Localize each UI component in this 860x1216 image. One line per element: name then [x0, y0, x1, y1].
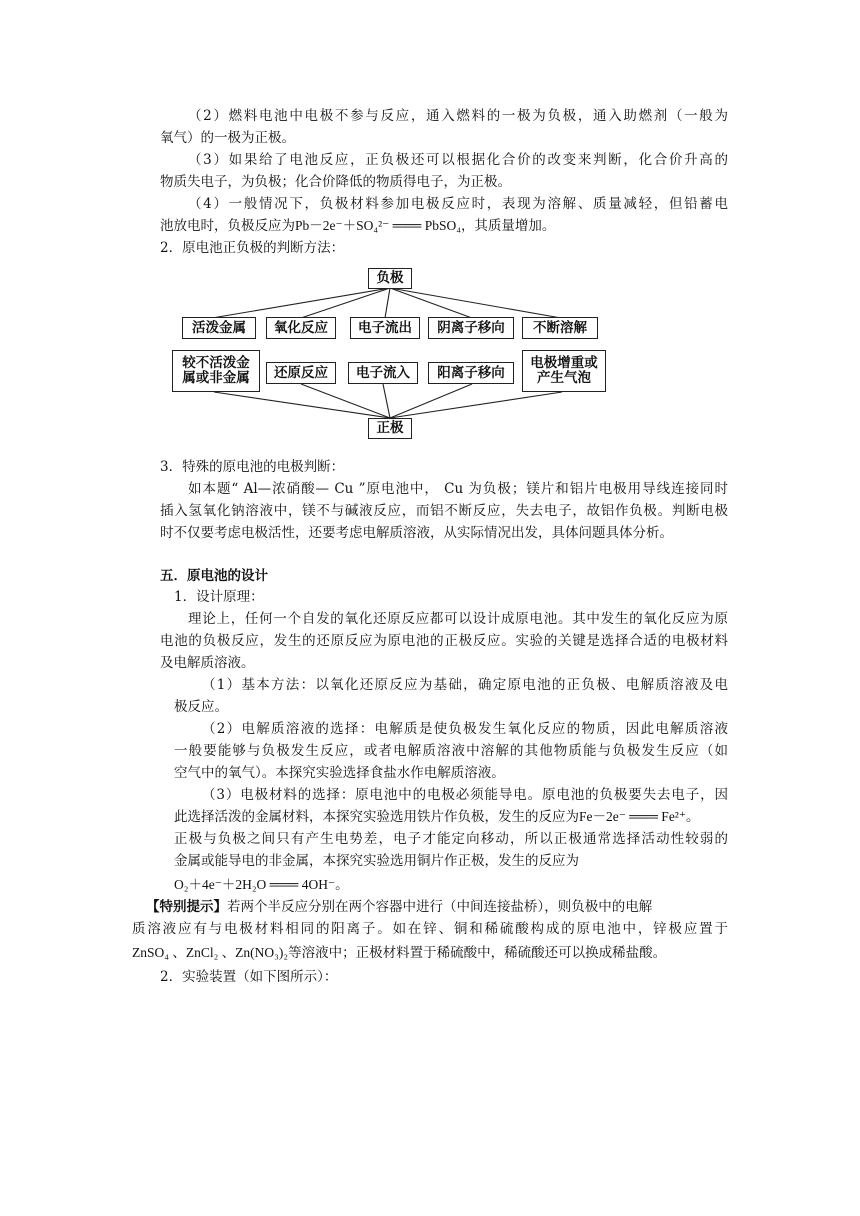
node-less-active-metal: 较不活泼金属或非金属	[172, 350, 260, 392]
s5-item3-line2-suffix: 。	[686, 809, 700, 825]
s5-heading-experiment-setup: 2．实验装置（如下图所示）：	[160, 969, 338, 985]
s4-para4-line2	[160, 217, 555, 235]
s4-para3-line1: （3）如果给了电池反应，正负极还可以根据化合价的改变来判断，化合价升高的	[188, 152, 728, 168]
s5-para1-line3: 及电解质溶液。	[160, 655, 255, 671]
para3-line1: 如本题“ Al—浓硝酸— Cu ”原电池中， Cu 为负极；镁片和铝片电极用导线连接同时	[188, 481, 728, 497]
s5-item3-line3: 正极与负极之间只有产生电势差，电子才能定向移动，所以正极通常选择活动性较弱的	[174, 831, 728, 847]
s5-item2-line1: （2）电解质溶液的选择：电解质是使负极发生氧化反应的物质，因此电解质溶液	[202, 721, 728, 737]
s4-para4-line2-prefix: 池放电时，负极反应为	[160, 218, 295, 234]
s4-para2-line2: 氧气）的一极为正极。	[160, 130, 295, 146]
s5-item3-line1: （3）电极材料的选择：原电池中的电极必须能导电。原电池的负极要失去电子，因	[202, 787, 728, 803]
s5-item1-line2: 极反应。	[174, 699, 228, 715]
tip-line1	[146, 898, 728, 916]
node-negative-electrode: 负极	[368, 268, 412, 289]
s5-item3-line5-suffix: 。	[335, 877, 349, 893]
para3-line3: 时不仅要考虑电极活性，还要考虑电解质溶液，从实际情况出发，具体问题具体分析。	[160, 525, 673, 541]
s4-para3-line2: 物质失电子，为负极；化合价降低的物质得电子，为正极。	[160, 174, 511, 190]
node-reduction-reaction: 还原反应	[266, 362, 336, 384]
s4-para4-line1: （4）一般情况下，负极材料参加电极反应时，表现为溶解、质量减轻，但铅蓄电	[188, 196, 728, 212]
tip-label: 【特别提示】	[146, 899, 227, 915]
node-anions-move: 阴离子移向	[428, 317, 514, 339]
tip-line3	[132, 944, 666, 962]
s4-para2-line1: （2）燃料电池中电极不参与反应，通入燃料的一极为负极，通入助燃剂（一般为	[188, 108, 728, 124]
oxygen-reduction-equation: O₂＋4e⁻＋2H₂O ═══ 4OH⁻	[174, 877, 336, 892]
node-electrons-out: 电子流出	[350, 317, 420, 339]
s5-para1-line2: 电池的负极反应，发生的还原反应为原电池的正极反应。实验的关键是选择合适的电极材料	[160, 633, 728, 649]
para3-line2: 插入氢氧化钠溶液中，镁不与碱液反应，而铝不断反应，失去电子，故铝作负极。判断电极	[160, 503, 728, 519]
lead-discharge-equation: Pb－2e⁻＋SO₄²⁻ ═══ PbSO₄	[295, 218, 461, 233]
s5-heading-design-principle: 1．设计原理：	[174, 589, 264, 605]
s5-item3-line5	[174, 876, 349, 894]
tip-line2: 质溶液应有与电极材料相同的阳离子。如在锌、铜和稀硫酸构成的原电池中，锌极应置于	[132, 921, 728, 937]
heading-special-cells: 3．特殊的原电池的电极判断：	[160, 459, 345, 475]
node-oxidation-reaction: 氧化反应	[266, 317, 336, 339]
s5-item2-line3: 空气中的氧气）。本探究实验选择食盐水作电解质溶液。	[174, 765, 505, 781]
section5-title: 五．原电池的设计	[160, 568, 268, 584]
node-cations-move: 阳离子移向	[428, 362, 514, 384]
tip-line1-rest: 若两个半反应分别在两个容器中进行（中间连接盐桥），则负极中的电解	[227, 899, 653, 915]
s4-para4-line2-suffix: ，其质量增加。	[460, 218, 556, 234]
zinc-salts-formulas: ZnSO₄ 、ZnCl₂ 、Zn(NO₃)₂	[132, 945, 289, 960]
node-keeps-dissolving: 不断溶解	[522, 317, 598, 339]
s5-item3-line2	[174, 808, 700, 826]
s5-para1-line1: 理论上，任何一个自发的氧化还原反应都可以设计成原电池。其中发生的氧化反应为原	[188, 611, 728, 627]
node-weight-gain-or-gas: 电极增重或产生气泡	[522, 350, 606, 392]
iron-oxidation-equation: Fe－2e⁻ ═══ Fe²⁺	[579, 809, 686, 824]
s5-item1-line1: （1）基本方法：以氧化还原反应为基础，确定原电池的正负极、电解质溶液及电	[202, 677, 728, 693]
s5-item3-line2-prefix: 此选择活泼的金属材料，本探究实验选用铁片作负极，发生的反应为	[174, 809, 579, 825]
s5-item3-line4: 金属或能导电的非金属，本探究实验选用铜片作正极，发生的反应为	[174, 853, 579, 869]
heading-judgment-method: 2．原电池正负极的判断方法：	[160, 240, 345, 256]
tip-line3-rest: 等溶液中；正极材料置于稀硫酸中，稀硫酸还可以换成稀盐酸。	[288, 945, 667, 961]
electrode-judgment-diagram	[170, 266, 610, 442]
s5-item2-line2: 一般要能够与负极发生反应，或者电解质溶液中溶解的其他物质能与负极发生反应（如	[174, 743, 728, 759]
node-electrons-in: 电子流入	[348, 362, 418, 384]
node-active-metal: 活泼金属	[182, 317, 256, 339]
node-positive-electrode: 正极	[368, 418, 412, 439]
